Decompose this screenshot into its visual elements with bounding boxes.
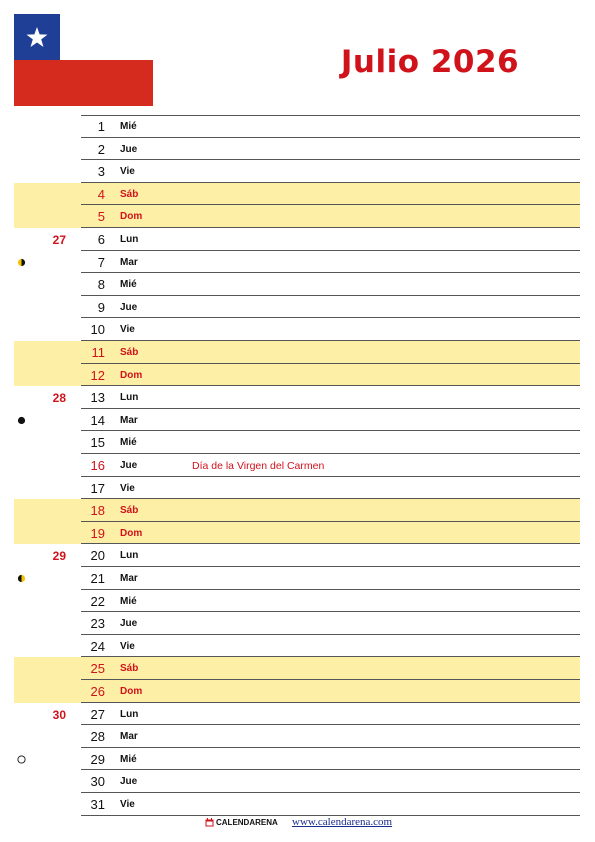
day-number: 10 bbox=[90, 322, 105, 338]
day-of-week: Mar bbox=[120, 573, 138, 584]
day-row bbox=[0, 635, 595, 658]
day-number: 19 bbox=[90, 525, 105, 541]
day-of-week: Vie bbox=[120, 482, 135, 494]
day-number: 14 bbox=[90, 412, 105, 428]
day-row bbox=[0, 567, 595, 590]
day-number: 13 bbox=[90, 390, 105, 406]
day-number: 17 bbox=[90, 480, 105, 496]
day-row bbox=[0, 115, 595, 138]
day-row bbox=[0, 725, 595, 748]
full-moon-icon bbox=[17, 755, 26, 764]
day-number: 15 bbox=[90, 435, 105, 451]
day-number: 7 bbox=[97, 254, 105, 270]
day-of-week: Jue bbox=[120, 776, 138, 788]
day-number: 6 bbox=[97, 232, 105, 247]
day-of-week: Sáb bbox=[120, 188, 139, 200]
day-row bbox=[0, 228, 595, 251]
day-number: 28 bbox=[90, 729, 105, 745]
day-number: 9 bbox=[97, 299, 105, 315]
day-of-week: Mar bbox=[120, 256, 138, 268]
day-of-week: Mié bbox=[120, 121, 137, 132]
day-row bbox=[0, 273, 595, 296]
day-number: 23 bbox=[90, 616, 105, 632]
day-of-week: Vie bbox=[120, 640, 135, 652]
footer bbox=[0, 815, 595, 831]
day-of-week: Mié bbox=[120, 753, 137, 765]
day-number: 5 bbox=[97, 209, 105, 225]
day-number: 1 bbox=[97, 119, 105, 134]
day-of-week: Sáb bbox=[120, 505, 139, 517]
day-row bbox=[0, 544, 595, 567]
day-number: 30 bbox=[90, 774, 105, 790]
day-row bbox=[0, 770, 595, 793]
day-number: 3 bbox=[97, 164, 105, 180]
week-number: 28 bbox=[52, 391, 66, 406]
day-of-week: Mar bbox=[120, 731, 138, 743]
day-row bbox=[0, 748, 595, 771]
star-icon bbox=[14, 14, 60, 60]
day-row bbox=[0, 409, 595, 432]
day-number: 27 bbox=[90, 706, 105, 722]
last-quarter-icon bbox=[17, 258, 26, 267]
day-of-week: Dom bbox=[120, 211, 143, 223]
day-row bbox=[0, 364, 595, 387]
day-row bbox=[0, 522, 595, 545]
day-row bbox=[0, 680, 595, 703]
day-of-week: Sáb bbox=[120, 663, 139, 675]
day-row bbox=[0, 251, 595, 274]
day-row bbox=[0, 160, 595, 183]
day-row bbox=[0, 431, 595, 454]
day-of-week: Sáb bbox=[120, 347, 139, 358]
day-of-week: Lun bbox=[120, 708, 139, 720]
day-of-week: Lun bbox=[120, 234, 139, 245]
day-of-week: Vie bbox=[120, 166, 135, 178]
day-row bbox=[0, 657, 595, 680]
day-row bbox=[0, 703, 595, 726]
day-number: 16 bbox=[90, 458, 105, 473]
day-of-week: Lun bbox=[120, 550, 139, 562]
day-row bbox=[0, 590, 595, 613]
top-divider bbox=[81, 115, 580, 116]
page-title: Julio 2026 bbox=[340, 44, 520, 80]
day-number: 24 bbox=[90, 638, 105, 654]
day-number: 31 bbox=[90, 797, 105, 812]
day-row bbox=[0, 183, 595, 206]
day-row bbox=[0, 499, 595, 522]
day-of-week: Vie bbox=[120, 799, 135, 810]
day-row bbox=[0, 296, 595, 319]
day-row bbox=[0, 138, 595, 161]
website-link[interactable]: www.calendarena.com bbox=[292, 816, 393, 828]
day-of-week: Vie bbox=[120, 324, 135, 336]
day-row bbox=[0, 477, 595, 500]
day-number: 21 bbox=[90, 571, 105, 586]
day-of-week: Dom bbox=[120, 686, 143, 697]
week-number: 29 bbox=[52, 549, 66, 564]
day-row bbox=[0, 793, 595, 816]
first-quarter-icon bbox=[17, 574, 26, 583]
day-number: 11 bbox=[91, 345, 105, 360]
day-number: 22 bbox=[90, 593, 105, 609]
holiday-note: Día de la Virgen del Carmen bbox=[192, 460, 325, 472]
new-moon-icon bbox=[17, 416, 26, 425]
day-of-week: Dom bbox=[120, 369, 143, 381]
day-number: 25 bbox=[90, 661, 105, 677]
day-row bbox=[0, 454, 595, 477]
day-of-week: Mié bbox=[120, 279, 137, 291]
day-row bbox=[0, 386, 595, 409]
day-of-week: Mar bbox=[120, 414, 138, 426]
day-row bbox=[0, 205, 595, 228]
day-row bbox=[0, 318, 595, 341]
week-number: 27 bbox=[52, 233, 66, 247]
chile-flag-icon bbox=[14, 14, 153, 106]
day-number: 12 bbox=[90, 367, 105, 383]
day-number: 18 bbox=[90, 503, 105, 519]
day-number: 2 bbox=[97, 141, 105, 157]
day-row bbox=[0, 612, 595, 635]
day-row bbox=[0, 341, 595, 364]
day-number: 29 bbox=[90, 751, 105, 767]
day-number: 4 bbox=[97, 186, 105, 202]
day-of-week: Mié bbox=[120, 437, 137, 449]
day-of-week: Lun bbox=[120, 392, 139, 404]
day-of-week: Jue bbox=[120, 618, 138, 630]
week-number: 30 bbox=[52, 707, 66, 722]
day-of-week: Mié bbox=[120, 595, 137, 607]
day-of-week: Jue bbox=[120, 143, 138, 155]
calendar-icon bbox=[205, 818, 214, 827]
day-of-week: Dom bbox=[120, 527, 143, 539]
day-number: 20 bbox=[90, 548, 105, 564]
day-of-week: Jue bbox=[120, 460, 138, 471]
day-number: 8 bbox=[97, 277, 105, 293]
day-of-week: Jue bbox=[120, 301, 138, 313]
brand-name: CALENDARENA bbox=[216, 818, 278, 827]
day-number: 26 bbox=[90, 684, 105, 699]
